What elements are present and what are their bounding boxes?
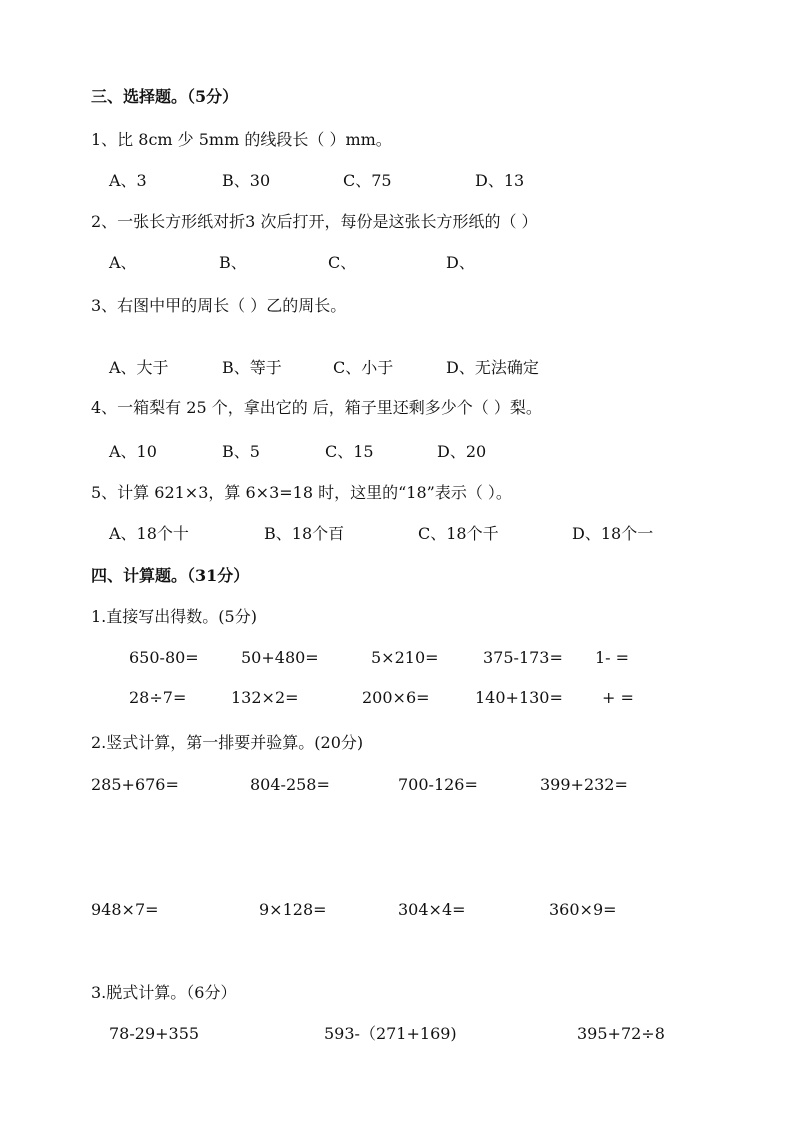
mental-math-item: + = xyxy=(602,688,634,707)
q2-option-a: A、 xyxy=(109,253,137,272)
question-4-text: 4、一箱梨有 25 个，拿出它的 后，箱子里还剩多少个（ ）梨。 xyxy=(91,398,542,417)
q3-option-c: C、小于 xyxy=(333,358,394,377)
part-1-title: 1.直接写出得数。(5分) xyxy=(91,607,257,626)
q1-option-b: B、30 xyxy=(222,171,271,190)
vertical-calc-item: 9×128= xyxy=(259,900,327,919)
q5-option-a: A、18个十 xyxy=(109,524,189,543)
q4-option-d: D、20 xyxy=(437,442,487,461)
mental-math-item: 1- = xyxy=(595,648,630,667)
question-3-text: 3、右图中甲的周长（ ）乙的周长。 xyxy=(91,296,347,315)
vertical-calc-item: 304×4= xyxy=(398,900,466,919)
vertical-calc-item: 804-258= xyxy=(250,775,330,794)
part-2-title: 2.竖式计算，第一排要并验算。(20分) xyxy=(91,733,364,752)
question-2-text: 2、一张长方形纸对折3 次后打开，每份是这张长方形纸的（ ） xyxy=(91,212,538,231)
q2-option-b: B、 xyxy=(219,253,247,272)
vertical-calc-item: 399+232= xyxy=(540,775,628,794)
mental-math-item: 140+130= xyxy=(475,688,563,707)
part-3-title: 3.脱式计算。（6分） xyxy=(91,983,237,1002)
q1-option-d: D、13 xyxy=(475,171,525,190)
q3-option-d: D、无法确定 xyxy=(446,358,539,377)
q2-option-d: D、 xyxy=(446,253,475,272)
question-5-text: 5、计算 621×3，算 6×3=18 时，这里的“18”表示（ ）。 xyxy=(91,483,512,502)
q1-option-a: A、3 xyxy=(109,171,147,190)
q5-option-d: D、18个一 xyxy=(572,524,654,543)
vertical-calc-item: 360×9= xyxy=(549,900,617,919)
q2-option-c: C、 xyxy=(328,253,357,272)
question-1-text: 1、比 8cm 少 5mm 的线段长（ ）mm。 xyxy=(91,130,392,149)
mental-math-item: 375-173= xyxy=(483,648,563,667)
q4-option-a: A、10 xyxy=(109,442,157,461)
q3-option-a: A、大于 xyxy=(109,358,169,377)
step-calc-item: 593-（271+169) xyxy=(324,1024,457,1043)
step-calc-item: 78-29+355 xyxy=(109,1024,200,1043)
q5-option-c: C、18个千 xyxy=(418,524,499,543)
vertical-calc-item: 285+676= xyxy=(91,775,179,794)
section-3-heading: 三、选择题。（5分） xyxy=(91,87,239,106)
mental-math-item: 650-80= xyxy=(129,648,199,667)
mental-math-item: 132×2= xyxy=(231,688,299,707)
vertical-calc-item: 700-126= xyxy=(398,775,478,794)
q3-option-b: B、等于 xyxy=(222,358,282,377)
q1-option-c: C、75 xyxy=(343,171,392,190)
mental-math-item: 50+480= xyxy=(241,648,319,667)
mental-math-item: 28÷7= xyxy=(129,688,187,707)
q4-option-c: C、15 xyxy=(325,442,374,461)
mental-math-item: 200×6= xyxy=(362,688,430,707)
q4-option-b: B、5 xyxy=(222,442,260,461)
section-4-heading: 四、计算题。（31分） xyxy=(91,566,250,585)
mental-math-item: 5×210= xyxy=(371,648,439,667)
q5-option-b: B、18个百 xyxy=(264,524,345,543)
vertical-calc-item: 948×7= xyxy=(91,900,159,919)
step-calc-item: 395+72÷8 xyxy=(577,1024,665,1043)
